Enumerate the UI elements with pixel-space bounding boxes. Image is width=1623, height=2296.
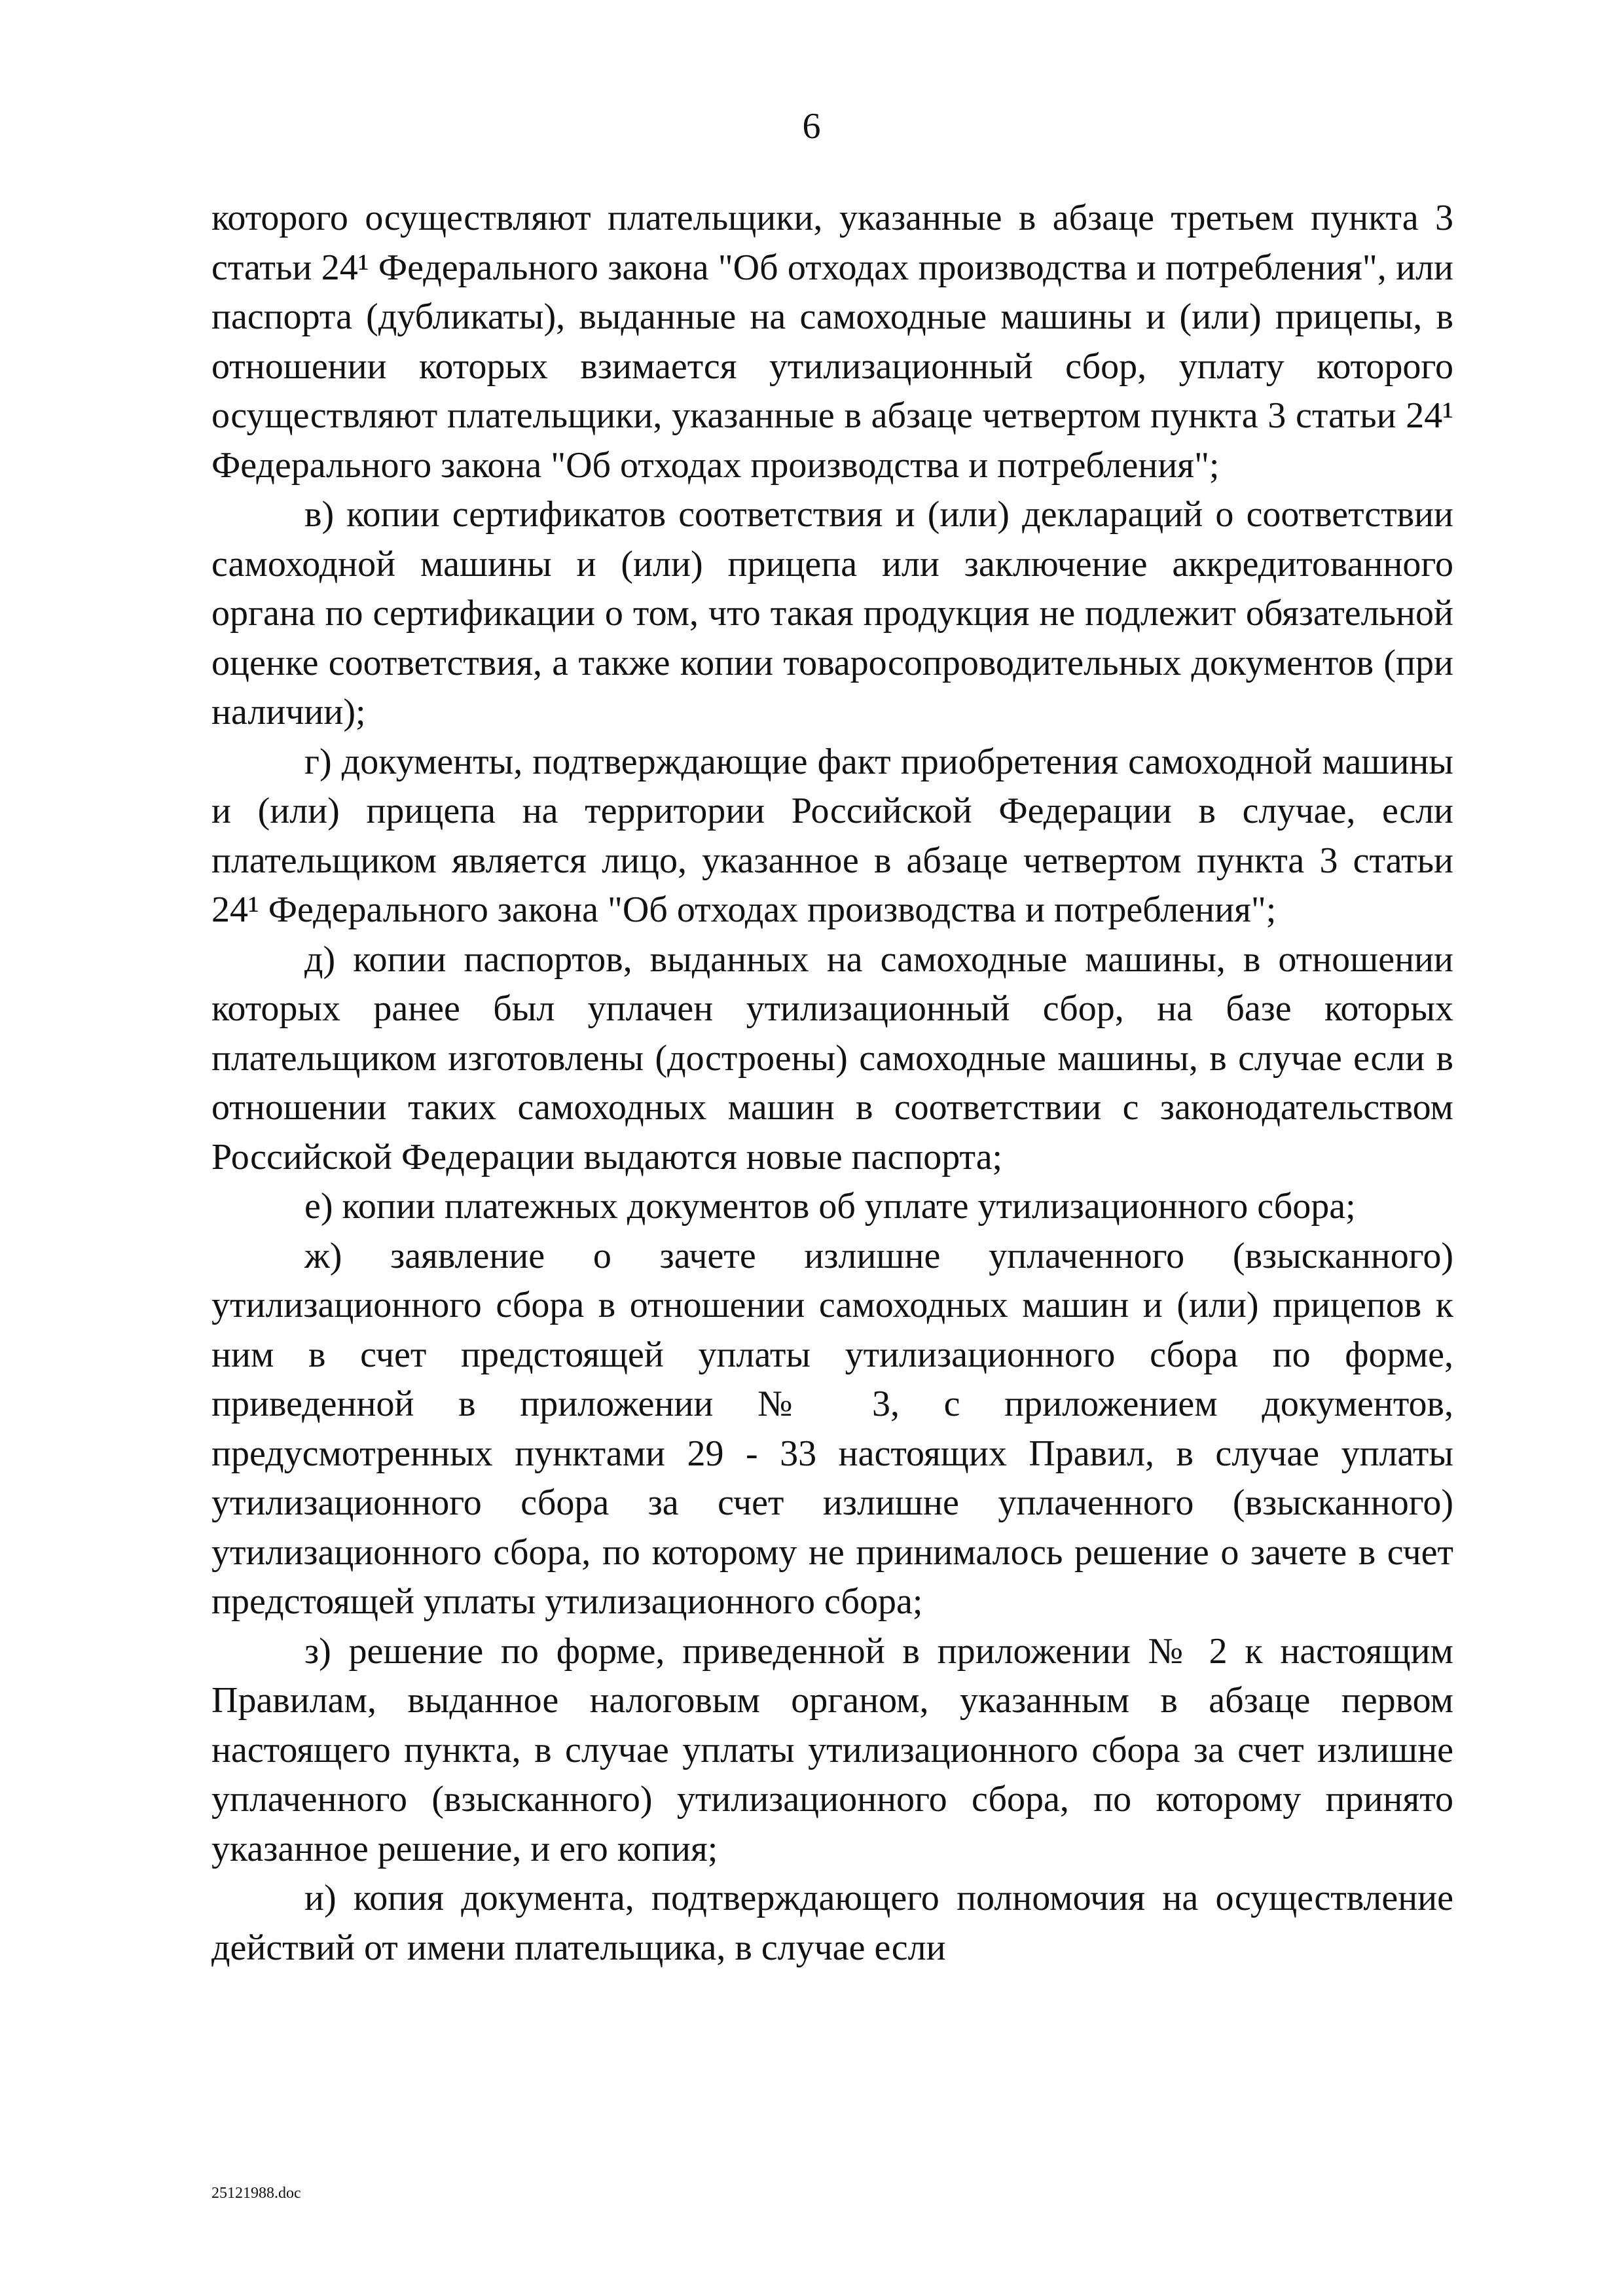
paragraph-continuation: которого осуществляют плательщики, указанные в абзаце третьем пункта 3 статьи 24¹ Федерального закона "Об отходах производства и потребления", или паспорта (дубликаты), выданные на самоходные машины и (или) прицепы, в отношении которых взимается утилизационный сбор, уплату которого осуществляют плательщики, указанные в абзаце четвертом пункта 3 статьи 24¹ Федерального закона "Об отходах производства и потребления"; — [211, 198, 1453, 486]
footer-filename: 25121988.doc — [211, 2185, 301, 2202]
document-body — [211, 194, 1453, 1973]
page-number: 6 — [802, 106, 821, 147]
paragraph-item-e: е) копии платежных документов об уплате утилизационного сбора; — [304, 1186, 1356, 1227]
paragraph-item-z: з) решение по форме, приведенной в приложении № 2 к настоящим Правилам, выданное налоговым органом, указанным в абзаце первом настоящего пункта, в случае уплаты утилизационного сбора за счет излишне уплаченного (взысканного) утилизационного сбора, по которому принято указанное решение, и его копия; — [211, 1630, 1453, 1869]
paragraph-item-d: д) копии паспортов, выданных на самоходные машины, в отношении которых ранее был уплачен утилизационный сбор, на базе которых плательщиком изготовлены (достроены) самоходные машины, в случае если в отношении таких самоходных машин в соответствии с законодательством Российской Федерации выдаются новые паспорта; — [211, 939, 1453, 1177]
paragraph-item-v: в) копии сертификатов соответствия и (или) деклараций о соответствии самоходной машины и (или) прицепа или заключение аккредитованного органа по сертификации о том, что такая продукция не подлежит обязательной оценке соответствия, а также копии товаросопроводительных документов (при наличии); — [211, 494, 1453, 732]
paragraph-item-g: г) документы, подтверждающие факт приобретения самоходной машины и (или) прицепа на территории Российской Федерации в случае, если плательщиком является лицо, указанное в абзаце четвертом пункта 3 статьи 24¹ Федерального закона "Об отходах производства и потребления"; — [211, 741, 1453, 930]
paragraph-item-i: и) копия документа, подтверждающего полномочия на осуществление действий от имени плательщика, в случае если — [211, 1878, 1453, 1968]
paragraph-item-zh: ж) заявление о зачете излишне уплаченного (взысканного) утилизационного сбора в отношении самоходных машин и (или) прицепов к ним в счет предстоящей уплаты утилизационного сбора по форме, приведенной в приложении № 3, с приложением документов, предусмотренных пунктами 29 - 33 настоящих Правил, в случае уплаты утилизационного сбора за счет излишне уплаченного (взысканного) утилизационного сбора, по которому не принималось решение о зачете в счет предстоящей уплаты утилизационного сбора; — [211, 1235, 1453, 1622]
